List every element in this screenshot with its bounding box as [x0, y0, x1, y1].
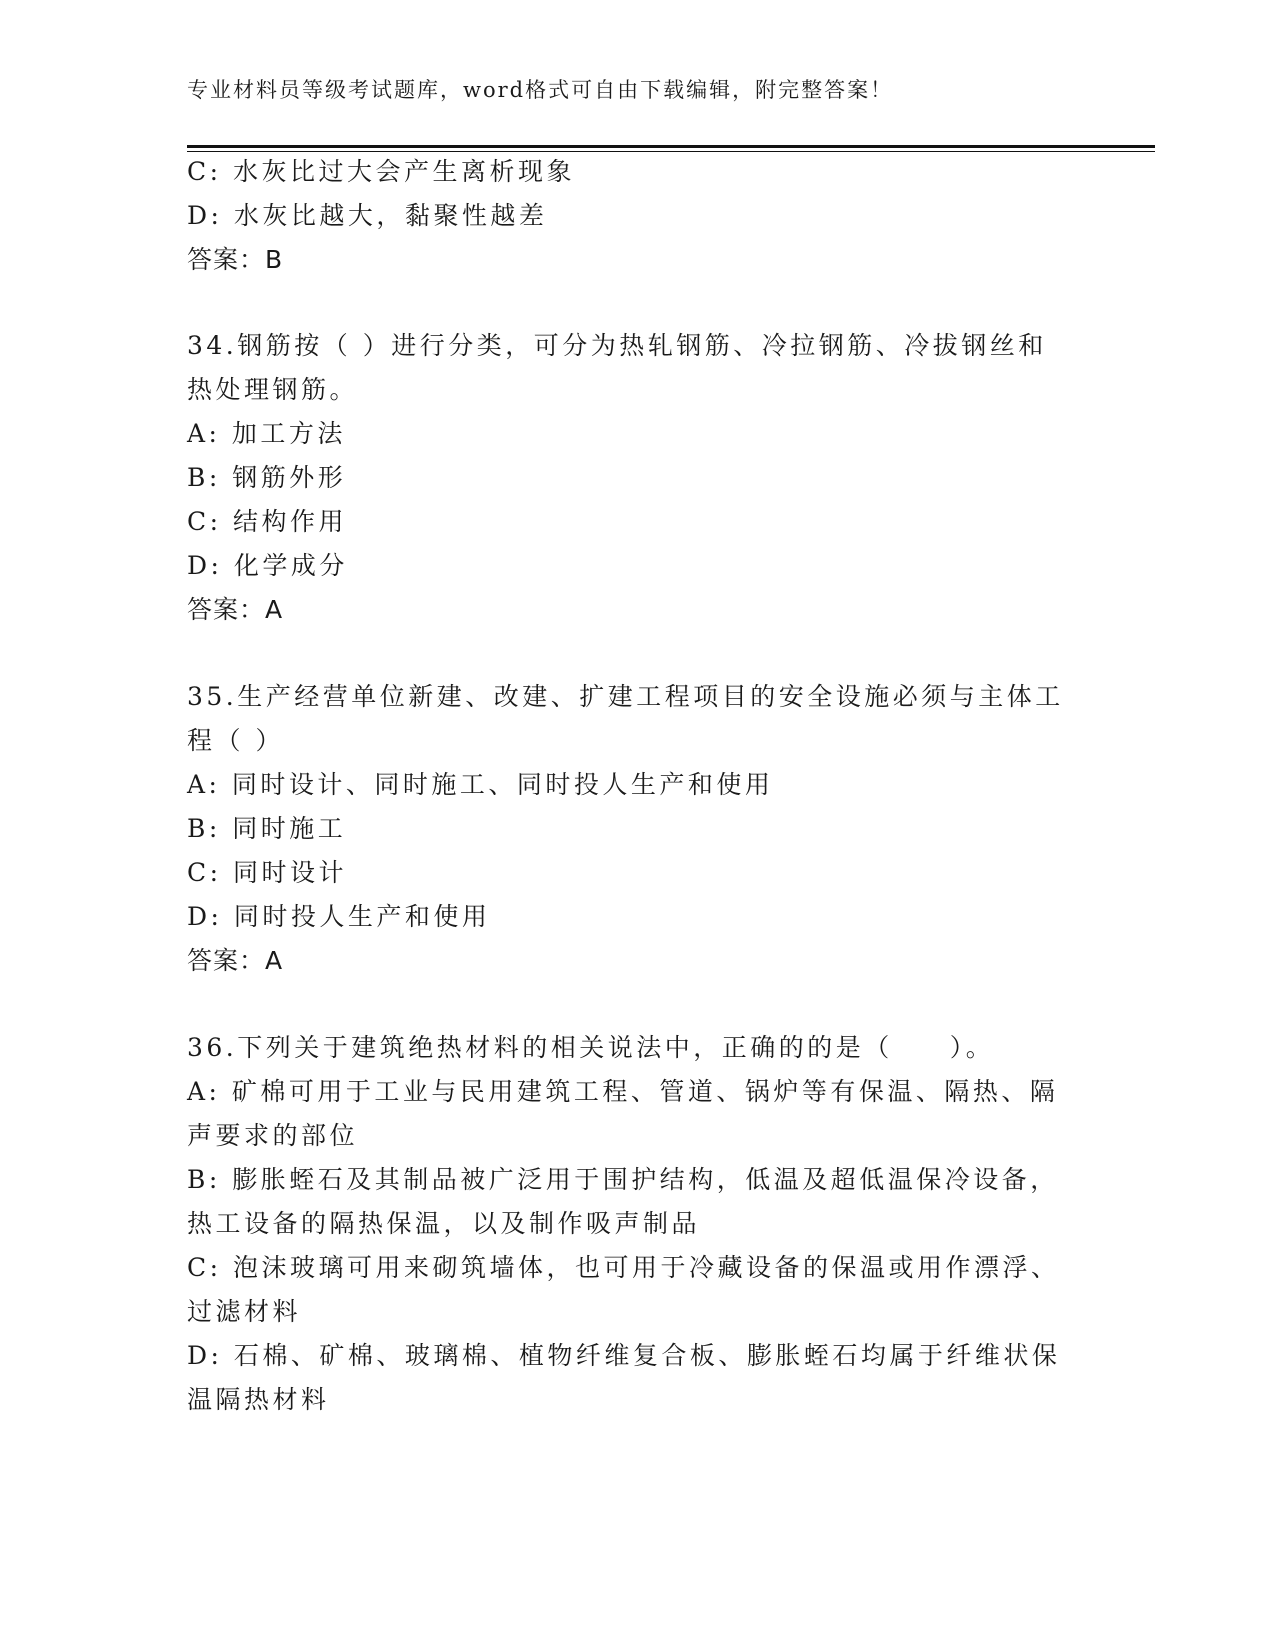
q34-option-b: B: 钢筋外形	[187, 463, 347, 492]
q34-option-d: D: 化学成分	[187, 551, 348, 580]
q36-option-d-line2: 温隔热材料	[187, 1385, 330, 1414]
q35-option-b: B: 同时施工	[187, 814, 347, 843]
q35-stem-line2: 程（ ）	[187, 726, 284, 755]
header-divider-thin	[187, 151, 1155, 152]
q36-option-a-line2: 声要求的部位	[187, 1121, 359, 1150]
prev-option-d: D: 水灰比越大，黏聚性越差	[187, 201, 548, 230]
q34-answer: 答案：A	[187, 595, 284, 624]
q34-option-c: C: 结构作用	[187, 507, 347, 536]
q34-stem-line1: 34.钢筋按（ ）进行分类，可分为热轧钢筋、冷拉钢筋、冷拔钢丝和	[187, 331, 1047, 360]
prev-option-c: C: 水灰比过大会产生离析现象	[187, 157, 575, 186]
prev-answer: 答案：B	[187, 245, 284, 274]
q35-answer: 答案：A	[187, 946, 284, 975]
page-header: 专业材料员等级考试题库，word格式可自由下载编辑，附完整答案！	[187, 78, 894, 102]
header-divider	[187, 145, 1155, 148]
q36-option-c-line2: 过滤材料	[187, 1297, 302, 1326]
q36-option-d-line1: D: 石棉、矿棉、玻璃棉、植物纤维复合板、膨胀蛭石均属于纤维状保	[187, 1341, 1061, 1370]
q36-option-c-line1: C: 泡沫玻璃可用来砌筑墙体，也可用于冷藏设备的保温或用作漂浮、	[187, 1253, 1060, 1282]
q34-option-a: A: 加工方法	[187, 419, 346, 448]
q36-stem-line1: 36.下列关于建筑绝热材料的相关说法中，正确的的是（ ）。	[187, 1033, 995, 1062]
q35-option-c: C: 同时设计	[187, 858, 347, 887]
q35-option-a: A: 同时设计、同时施工、同时投人生产和使用	[187, 770, 774, 799]
q36-option-b-line1: B: 膨胀蛭石及其制品被广泛用于围护结构，低温及超低温保冷设备，	[187, 1165, 1059, 1194]
q35-option-d: D: 同时投人生产和使用	[187, 902, 491, 931]
q34-stem-line2: 热处理钢筋。	[187, 375, 359, 404]
q36-option-a-line1: A: 矿棉可用于工业与民用建筑工程、管道、锅炉等有保温、隔热、隔	[187, 1077, 1059, 1106]
q35-stem-line1: 35.生产经营单位新建、改建、扩建工程项目的安全设施必须与主体工	[187, 682, 1064, 711]
q36-option-b-line2: 热工设备的隔热保温，以及制作吸声制品	[187, 1209, 701, 1238]
